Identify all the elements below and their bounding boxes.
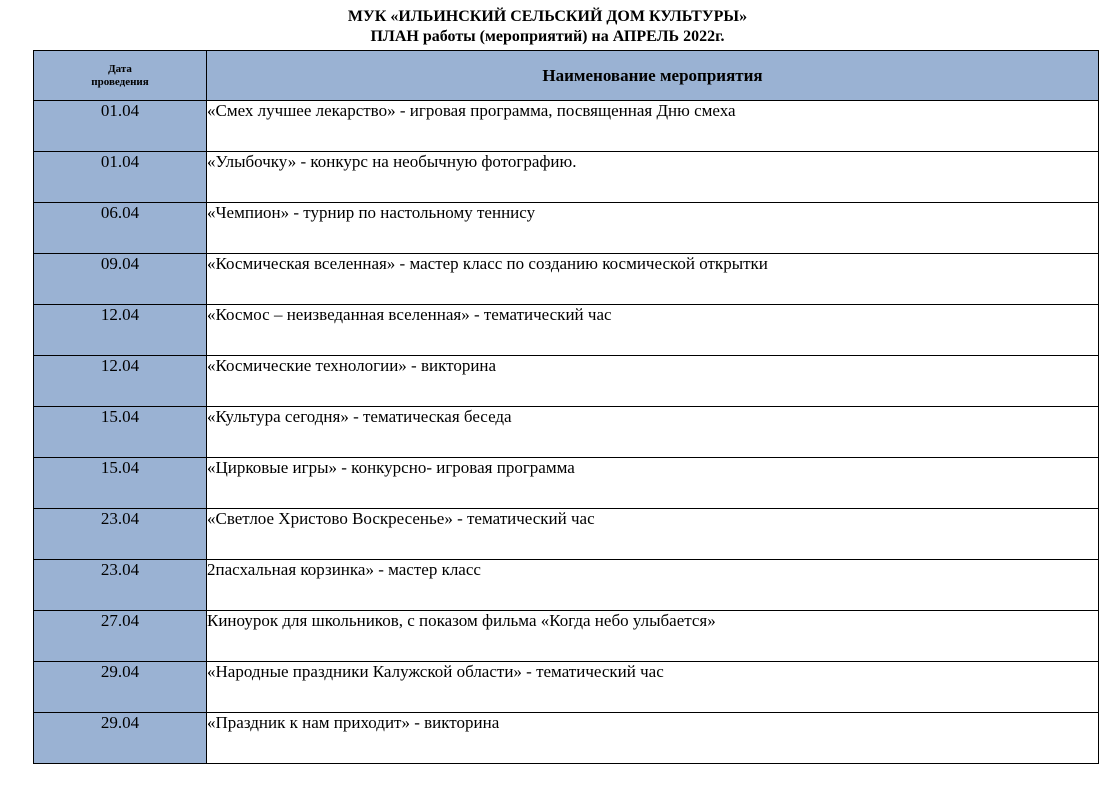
event-name: «Народные праздники Калужской области» - тематический час <box>207 662 1099 713</box>
event-name: «Праздник к нам приходит» - викторина <box>207 713 1099 764</box>
event-name: «Цирковые игры» - конкурсно- игровая программа <box>207 458 1099 509</box>
document-title: МУК «ИЛЬИНСКИЙ СЕЛЬСКИЙ ДОМ КУЛЬТУРЫ» <box>347 8 748 25</box>
event-date: 15.04 <box>34 458 207 509</box>
event-name: «Светлое Христово Воскресенье» - тематический час <box>207 509 1099 560</box>
event-name: «Смех лучшее лекарство» - игровая программа, посвященная Дню смеха <box>207 101 1099 152</box>
event-date: 29.04 <box>34 713 207 764</box>
event-date: 27.04 <box>34 611 207 662</box>
header-row <box>34 51 1099 101</box>
table-row <box>34 560 1099 611</box>
event-date: 06.04 <box>34 203 207 254</box>
event-date: 01.04 <box>34 101 207 152</box>
table-row <box>34 662 1099 713</box>
event-date: 09.04 <box>34 254 207 305</box>
column-header-date-line2: проведения <box>91 75 149 88</box>
table-row <box>34 509 1099 560</box>
table-body <box>34 101 1099 764</box>
column-header-event-name: Наименование мероприятия <box>207 51 1099 101</box>
event-name: «Чемпион» - турнир по настольному теннису <box>207 203 1099 254</box>
event-date: 15.04 <box>34 407 207 458</box>
table-row <box>34 152 1099 203</box>
event-name: «Космос – неизведанная вселенная» - тематический час <box>207 305 1099 356</box>
table-row <box>34 611 1099 662</box>
event-date: 12.04 <box>34 305 207 356</box>
event-date: 01.04 <box>34 152 207 203</box>
event-name: «Улыбочку» - конкурс на необычную фотографию. <box>207 152 1099 203</box>
table-row <box>34 101 1099 152</box>
event-date: 29.04 <box>34 662 207 713</box>
table-row <box>34 305 1099 356</box>
document-subtitle: ПЛАН работы (мероприятий) на АПРЕЛЬ 2022г. <box>370 28 725 45</box>
event-name: «Космическая вселенная» - мастер класс по созданию космической открытки <box>207 254 1099 305</box>
table-header <box>34 51 1099 101</box>
table-row <box>34 458 1099 509</box>
table-row <box>34 713 1099 764</box>
table-row <box>34 203 1099 254</box>
event-name: 2пасхальная корзинка» - мастер класс <box>207 560 1099 611</box>
column-header-date <box>34 51 207 101</box>
event-date: 23.04 <box>34 509 207 560</box>
table-row <box>34 356 1099 407</box>
events-table <box>33 50 1099 764</box>
table-row <box>34 407 1099 458</box>
event-name: Киноурок для школьников, с показом фильма «Когда небо улыбается» <box>207 611 1099 662</box>
event-name: «Космические технологии» - викторина <box>207 356 1099 407</box>
event-date: 23.04 <box>34 560 207 611</box>
event-name: «Культура сегодня» - тематическая беседа <box>207 407 1099 458</box>
table-row <box>34 254 1099 305</box>
event-date: 12.04 <box>34 356 207 407</box>
column-header-date-line1: Дата <box>108 62 132 75</box>
